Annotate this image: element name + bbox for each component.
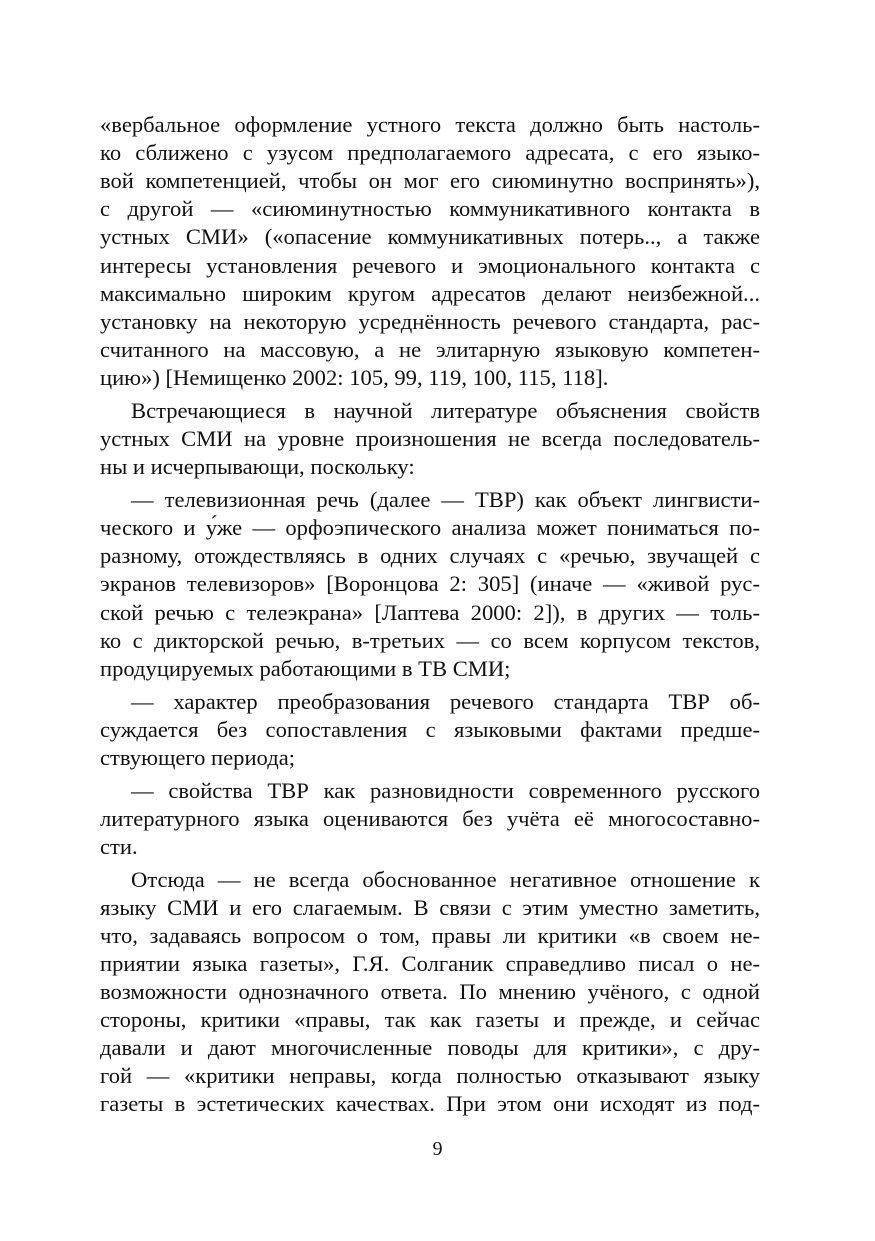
text-line: максимально широким кругом адресатов делают неизбежной... bbox=[100, 281, 760, 306]
page-number: 9 bbox=[432, 1138, 443, 1160]
text-line: ской речью с телеэкрана» [Лаптева 2000: 2]), в других — толь- bbox=[100, 600, 760, 625]
text-line: Встречающиеся в научной литературе объяснения свойств bbox=[131, 398, 760, 423]
text-line: экранов телевизоров» [Воронцова 2: 305] (иначе — «живой рус- bbox=[100, 571, 760, 596]
text-line: стороны, критики «правы, так как газеты и прежде, и сейчас bbox=[100, 1007, 760, 1032]
text-line: суждается без сопоставления с языковыми фактами предше- bbox=[100, 717, 760, 742]
text-line: литературного языка оцениваются без учёта её многосоставно- bbox=[100, 806, 760, 831]
text-line: — телевизионная речь (далее — ТВР) как объект лингвисти- bbox=[131, 487, 760, 512]
text-line: языку СМИ и его слагаемым. В связи с этим уместно заметить, bbox=[100, 895, 760, 920]
text-line: устных СМИ на уровне произношения не всегда последователь- bbox=[100, 426, 760, 451]
text-line: что, задаваясь вопросом о том, правы ли критики «в своем не- bbox=[100, 923, 760, 948]
text-line: считанного на массовую, а не элитарную языковую компетен- bbox=[100, 337, 760, 362]
text-line: ко сближено с узусом предполагаемого адресата, с его языко- bbox=[100, 140, 760, 165]
text-line: газеты в эстетических качествах. При этом они исходят из под- bbox=[100, 1091, 760, 1116]
text-line: разному, отождествляясь в одних случаях с «речью, звучащей с bbox=[100, 543, 760, 568]
text-line: гой — «критики неправы, когда полностью отказывают языку bbox=[100, 1063, 760, 1088]
text-line: интересы установления речевого и эмоционального контакта с bbox=[100, 253, 760, 278]
text-line: Отсюда — не всегда обоснованное негативное отношение к bbox=[131, 867, 760, 892]
text-line: цию») [Немищенко 2002: 105, 99, 119, 100, 115, 118]. bbox=[100, 365, 609, 390]
text-line: вой компетенцией, чтобы он мог его сиюминутно воспринять»), bbox=[100, 168, 760, 193]
text-line: — характер преобразования речевого стандарта ТВР об- bbox=[131, 689, 760, 714]
text-line: устных СМИ» («опасение коммуникативных потерь.., а также bbox=[100, 224, 760, 249]
text-line: сти. bbox=[100, 834, 138, 859]
text-line: — свойства ТВР как разновидности современного русского bbox=[131, 778, 760, 803]
text-line: ко с дикторской речью, в-третьих — со всем корпусом текстов, bbox=[100, 628, 760, 653]
text-line: приятии языка газеты», Г.Я. Солганик справедливо писал о не- bbox=[100, 951, 760, 976]
text-line: ствующего периода; bbox=[100, 745, 296, 770]
text-line: «вербальное оформление устного текста должно быть настоль- bbox=[100, 112, 760, 137]
text-line: установку на некоторую усреднённость речевого стандарта, рас- bbox=[100, 309, 760, 334]
text-line: ческого и у́же — орфоэпического анализа может пониматься по- bbox=[100, 515, 760, 540]
text-line: давали и дают многочисленные поводы для критики», с дру- bbox=[100, 1035, 760, 1060]
text-line: продуцируемых работающими в ТВ СМИ; bbox=[100, 656, 511, 681]
text-line: возможности однозначного ответа. По мнению учёного, с одной bbox=[100, 979, 760, 1004]
text-line: с другой — «сиюминутностью коммуникативного контакта в bbox=[100, 196, 760, 221]
text-line: ны и исчерпывающи, поскольку: bbox=[100, 454, 415, 479]
